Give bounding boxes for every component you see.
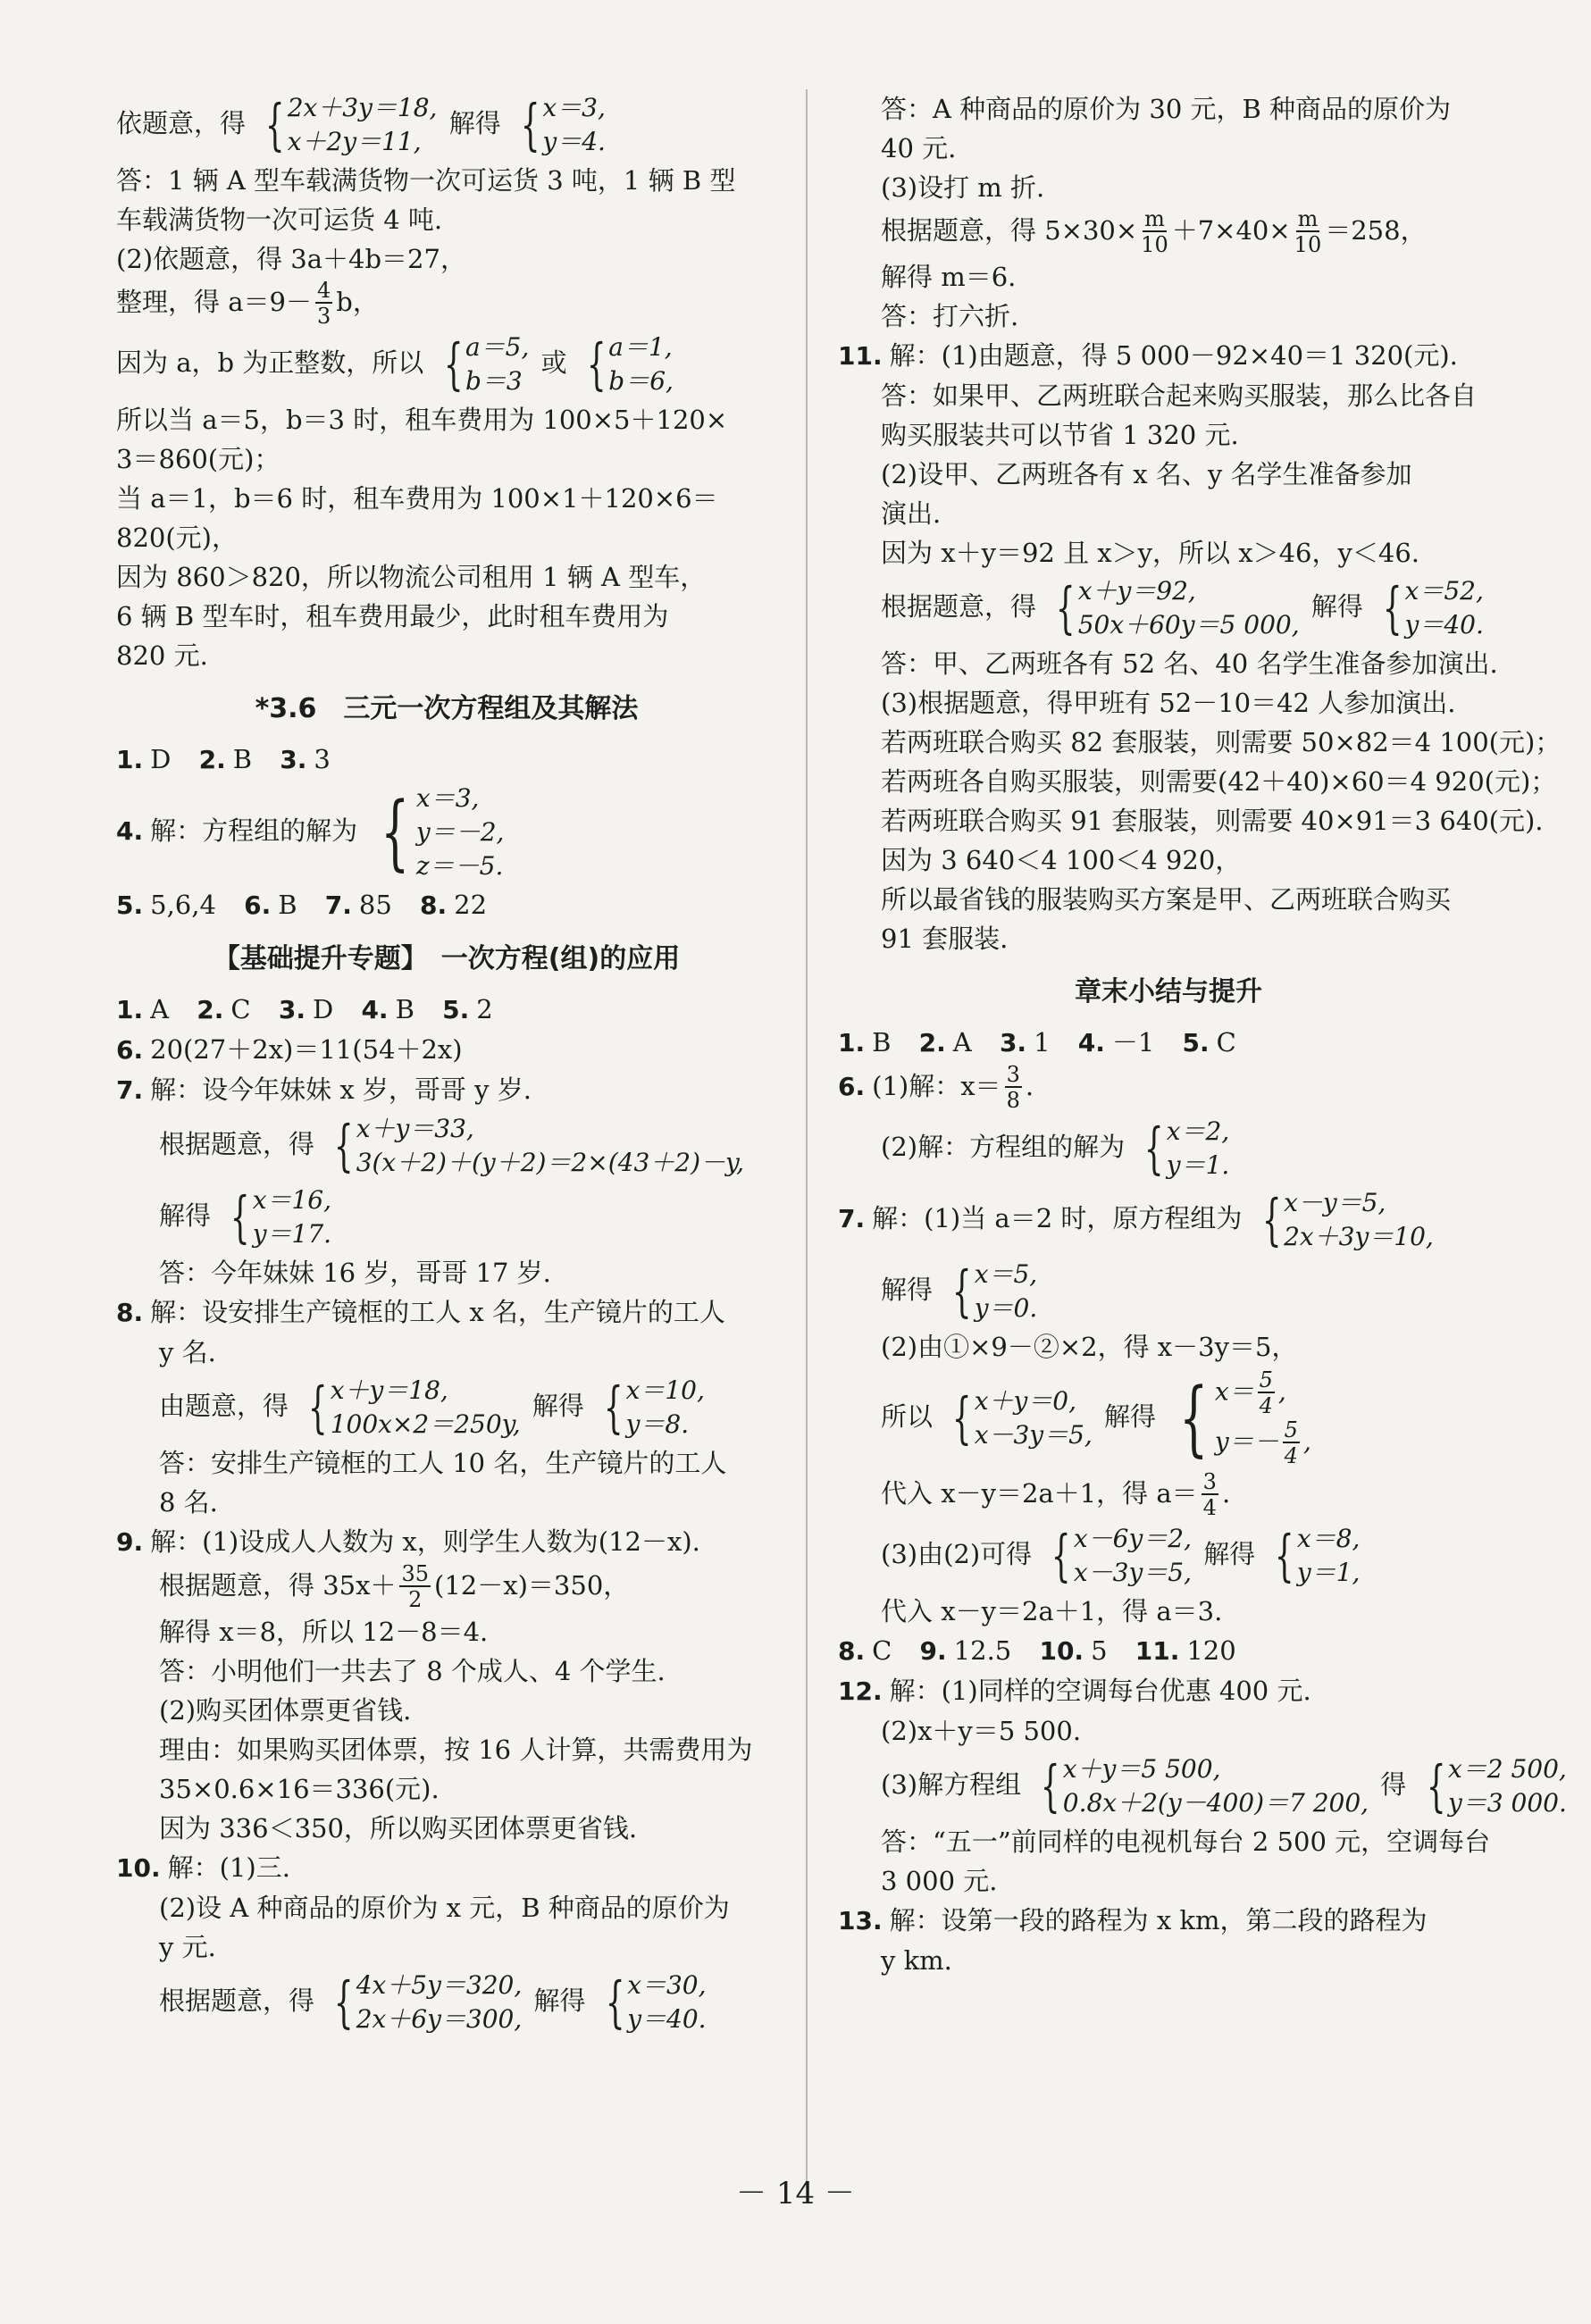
equation-system: { 4x＋5y＝320, 2x＋6y＝300, — [334, 1969, 523, 2035]
text-line: 因为 3 640＜4 100＜4 920， — [881, 845, 1242, 875]
text-line: 40 元. — [881, 133, 957, 163]
equation-system: { x＝10, y＝8. — [603, 1375, 705, 1440]
fraction: $\frac{3}{4}$ — [1202, 1469, 1217, 1520]
equation-system: { x＝52, y＝40. — [1382, 575, 1484, 640]
answer-row: 5. 5,6,4 6. B 7. 85 8. 22 — [116, 890, 488, 920]
text-line: 整理，得 a＝9－ $\frac{4}{3}$ b， — [116, 278, 379, 329]
answer-row: 9. 解：(1)设成人人数为 x，则学生人数为(12－x). — [116, 1526, 700, 1557]
equation-system: { x＝30, y＝40. — [605, 1969, 707, 2035]
text-line: (2)解：方程组的解为 { x＝2, y＝1. — [881, 1116, 1230, 1181]
text-line: 820 元. — [116, 640, 208, 671]
column-divider — [806, 89, 808, 2188]
text-line: 6 辆 B 型车时，租车费用最少，此时租车费用为 — [116, 601, 669, 631]
text-line: 根据题意，得 { 4x＋5y＝320, 2x＋6y＝300, 解得 { x＝30, y＝40. — [159, 1969, 707, 2035]
text-line: 答：打六折. — [881, 301, 1019, 331]
equation-system: { a＝1, b＝6, — [586, 331, 674, 397]
text-line: 由题意，得 { x＋y＝18, 100x×2＝250y, 解得 { x＝10, y＝8. — [159, 1375, 705, 1440]
text-line: (3)根据题意，得甲班有 52－10＝42 人参加演出. — [881, 688, 1456, 718]
fraction: $\frac{5}{4}$ — [1259, 1367, 1273, 1418]
text-line: 解得 x＝8，所以 12－8＝4. — [159, 1617, 489, 1647]
text-line: 因为 x＋y＝92 且 x＞y，所以 x＞46，y＜46. — [881, 538, 1420, 568]
text-line: 根据题意，得 { x＋y＝92, 50x＋60y＝5 000, 解得 { x＝52, y＝40. — [881, 575, 1484, 640]
text-line: 代入 x－y＝2a＋1，得 a＝ $\frac{3}{4}$ . — [881, 1469, 1231, 1520]
text-line: 解得 { x＝5, y＝0. — [881, 1258, 1038, 1324]
equation-system: { x＝ $\frac{5}{4}$ , y＝－ $\frac{5}{4}$ , — [1179, 1367, 1311, 1468]
text-line: 购买服装共可以节省 1 320 元. — [881, 420, 1239, 450]
answer-row: 7. 解：(1)当 a＝2 时，原方程组为 { x－y＝5, 2x＋3y＝10, — [838, 1187, 1434, 1252]
equation-system: { x－y＝5, 2x＋3y＝10, — [1261, 1187, 1434, 1252]
page-number: － 14 － — [736, 2176, 855, 2211]
text-line: (3)由(2)可得 { x－6y＝2, x－3y＝5, 解得 { x＝8, y＝1, — [881, 1523, 1361, 1588]
equation-system: { x＝3, y＝4. — [520, 92, 606, 157]
equation-system: { x＝2 500, y＝3 000. — [1426, 1753, 1567, 1818]
equation-system: { x＋y＝0, x－3y＝5, — [952, 1385, 1093, 1450]
text-line: (2)x＋y＝5 500. — [881, 1716, 1082, 1746]
text-line: 所以最省钱的服装购买方案是甲、乙两班联合购买 — [881, 884, 1452, 915]
equation-system: { x＝8, y＝1, — [1275, 1523, 1361, 1588]
fraction: $\frac{5}{4}$ — [1284, 1417, 1298, 1468]
fraction: $\frac{3}{8}$ — [1006, 1062, 1020, 1113]
text-line: 根据题意，得 { x＋y＝33, 3(x＋2)＋(y＋2)＝2×(43＋2)－y, — [159, 1113, 745, 1178]
text-line: y 名. — [159, 1337, 216, 1367]
equation-system: { x＋y＝18, 100x×2＝250y, — [308, 1375, 521, 1440]
text-line: y 元. — [159, 1932, 216, 1962]
answer-row: 10. 解：(1)三. — [116, 1852, 290, 1883]
text-line: y km. — [881, 1945, 952, 1976]
text-line: 因为 860＞820，所以物流公司租用 1 辆 A 型车， — [116, 562, 707, 592]
text-line: 若两班联合购买 82 套服装，则需要 50×82＝4 100(元)； — [881, 727, 1562, 757]
right-column — [838, 89, 1567, 1980]
text-line: 答：安排生产镜框的工人 10 名，生产镜片的工人 — [159, 1448, 727, 1478]
equation-system: { x－6y＝2, x－3y＝5, — [1051, 1523, 1192, 1588]
text-line: (2)设 A 种商品的原价为 x 元，B 种商品的原价为 — [159, 1893, 730, 1923]
fraction: $\frac{m}{10}$ — [1141, 206, 1168, 257]
answer-row: 4. 解：方程组的解为 { x＝3, y＝－2, z＝－5. — [116, 780, 777, 885]
text-line: (2)依题意，得 3a＋4b＝27， — [116, 244, 466, 274]
text-line: 根据题意，得 35x＋ $\frac{35}{2}$ (12－x)＝350， — [159, 1561, 630, 1612]
text-line: 车载满货物一次可运货 4 吨. — [116, 205, 443, 235]
text-line: 答：A 种商品的原价为 30 元，B 种商品的原价为 — [881, 94, 1452, 124]
text-line: 若两班各自购买服装，则需要(42＋40)×60＝4 920(元)； — [881, 766, 1557, 797]
text-line: 所以当 a＝5，b＝3 时，租车费用为 100×5＋120× — [116, 405, 728, 435]
text-line: 820(元)， — [116, 522, 238, 553]
text-line: 解得 m＝6. — [881, 262, 1017, 292]
text-line: 答：小明他们一共去了 8 个成人、4 个学生. — [159, 1656, 666, 1686]
equation-system: { x＋y＝5 500, 0.8x＋2(y－400)＝7 200, — [1041, 1753, 1369, 1818]
text-line: (2)由①×9－②×2，得 x－3y＝5， — [881, 1332, 1298, 1362]
text-line: 因为 336＜350，所以购买团体票更省钱. — [159, 1813, 638, 1843]
text-line: 若两班联合购买 91 套服装，则需要 40×91＝3 640(元). — [881, 806, 1544, 836]
text-line: 答：1 辆 A 型车载满货物一次可运货 3 吨，1 辆 B 型 — [116, 165, 736, 196]
section-title-3-6: *3.6 三元一次方程组及其解法 — [255, 693, 639, 724]
text-line: 3＝860(元)； — [116, 444, 281, 474]
answer-row: 12. 解：(1)同样的空调每台优惠 400 元. — [838, 1676, 1311, 1706]
answer-row: 8. C 9. 12.5 10. 5 11. 120 — [838, 1635, 1236, 1666]
answer-row: 11. 解：(1)由题意，得 5 000－92×40＝1 320(元). — [838, 340, 1458, 371]
text-line: 91 套服装. — [881, 924, 1009, 954]
text-line: (3)设打 m 折. — [881, 172, 1045, 203]
answer-row: 1. B 2. A 3. 1 4. －1 5. C — [838, 1027, 1236, 1058]
answer-row: 6. (1)解：x＝ $\frac{3}{8}$ . — [838, 1062, 1034, 1113]
text-line: 8 名. — [159, 1487, 218, 1517]
answer-row: 1. D 2. B 3. 3 — [116, 744, 331, 774]
equation-system: { x＝3, y＝－2, z＝－5. — [381, 783, 505, 881]
text-line: 答：如果甲、乙两班联合起来购买服装，那么比各自 — [881, 380, 1478, 411]
answer-row: 8. 解：设安排生产镜框的工人 x 名，生产镜片的工人 — [116, 1297, 725, 1327]
text-line: 演出. — [881, 498, 942, 529]
fraction: $\frac{4}{3}$ — [316, 278, 331, 329]
text-line: 答：甲、乙两班各有 52 名、40 名学生准备参加演出. — [881, 648, 1498, 679]
text-line: 解得 { x＝16, y＝17. — [159, 1184, 332, 1250]
text-line: 所以 { x＋y＝0, x－3y＝5, 解得 { x＝ $\frac{5}{4}$ , y＝－ $\frac{5}{4}$ , — [881, 1367, 1311, 1468]
text-line: 根据题意，得 5×30× $\frac{m}{10}$ ＋7×40× $\frac{m}{10}$ ＝258， — [881, 206, 1427, 257]
text-line: (2)购买团体票更省钱. — [159, 1695, 412, 1726]
left-column — [116, 89, 777, 2038]
text-line: 当 a＝1，b＝6 时，租车费用为 100×1＋120×6＝ — [116, 483, 718, 514]
equation-system: { a＝5, b＝3 — [443, 331, 530, 397]
equation-system: { x＝5, y＝0. — [952, 1258, 1038, 1324]
text-line: 答：今年妹妹 16 岁，哥哥 17 岁. — [159, 1258, 551, 1288]
text-line: 因为 a，b 为正整数，所以 { a＝5, b＝3 或 { a＝1, b＝6, — [116, 331, 674, 397]
text-line: 代入 x－y＝2a＋1，得 a＝3. — [881, 1596, 1223, 1626]
equation-system: { x＝16, y＝17. — [230, 1184, 332, 1250]
fraction: $\frac{35}{2}$ — [401, 1561, 430, 1612]
answer-row: 1. A 2. C 3. D 4. B 5. 2 — [116, 994, 493, 1024]
answer-row: 13. 解：设第一段的路程为 x km，第二段的路程为 — [838, 1905, 1428, 1935]
answer-row: 7. 解：设今年妹妹 x 岁，哥哥 y 岁. — [116, 1074, 532, 1105]
text-line: 3 000 元. — [881, 1866, 998, 1896]
answer-row: 6. 20(27＋2x)＝11(54＋2x) — [116, 1034, 463, 1065]
equation-system: { x＋y＝92, 50x＋60y＝5 000, — [1056, 575, 1300, 640]
text-line: 理由：如果购买团体票，按 16 人计算，共需费用为 — [159, 1735, 753, 1765]
text-line: 35×0.6×16＝336(元). — [159, 1774, 440, 1804]
text-line: (3)解方程组 { x＋y＝5 500, 0.8x＋2(y－400)＝7 200, 得 { x＝2 500, y＝3 000. — [881, 1753, 1567, 1818]
text-line: 依题意，得 { 2x＋3y＝18, x＋2y＝11, 解得 { x＝3, y＝4. — [116, 92, 606, 157]
equation-system: { 2x＋3y＝18, x＋2y＝11, — [265, 92, 438, 157]
equation-system: { x＋y＝33, 3(x＋2)＋(y＋2)＝2×(43＋2)－y, — [334, 1113, 745, 1178]
text-line: 答：“五一”前同样的电视机每台 2 500 元，空调每台 — [881, 1827, 1491, 1857]
equation-system: { x＝2, y＝1. — [1144, 1116, 1230, 1181]
section-title-special: 【基础提升专题】 一次方程(组)的应用 — [213, 943, 681, 974]
fraction: $\frac{m}{10}$ — [1294, 206, 1322, 257]
section-title-chapter-summary: 章末小结与提升 — [1075, 976, 1262, 1007]
text-line: (2)设甲、乙两班各有 x 名、y 名学生准备参加 — [881, 459, 1412, 489]
